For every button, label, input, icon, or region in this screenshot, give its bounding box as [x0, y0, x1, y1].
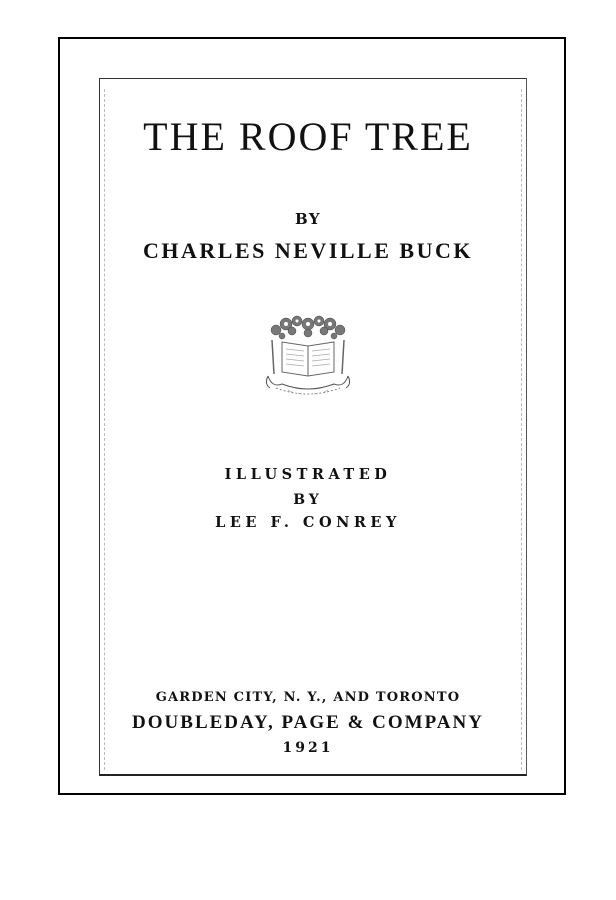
publication-place: GARDEN CITY, N. Y., AND TORONTO [155, 690, 461, 705]
publication-year: 1921 [282, 740, 334, 756]
book-title: THE ROOF TREE [143, 114, 473, 159]
inner-border [99, 78, 527, 776]
illustrated-label: ILLUSTRATED [224, 466, 392, 483]
illustrated-by-line: BY [293, 492, 323, 508]
by-line: BY [294, 210, 322, 228]
publisher-name: DOUBLEDAY, PAGE & COMPANY [132, 712, 484, 733]
illustrator-name: LEE F. CONREY [215, 514, 401, 531]
publisher-device-icon [262, 314, 354, 404]
author-name: CHARLES NEVILLE BUCK [143, 238, 473, 263]
